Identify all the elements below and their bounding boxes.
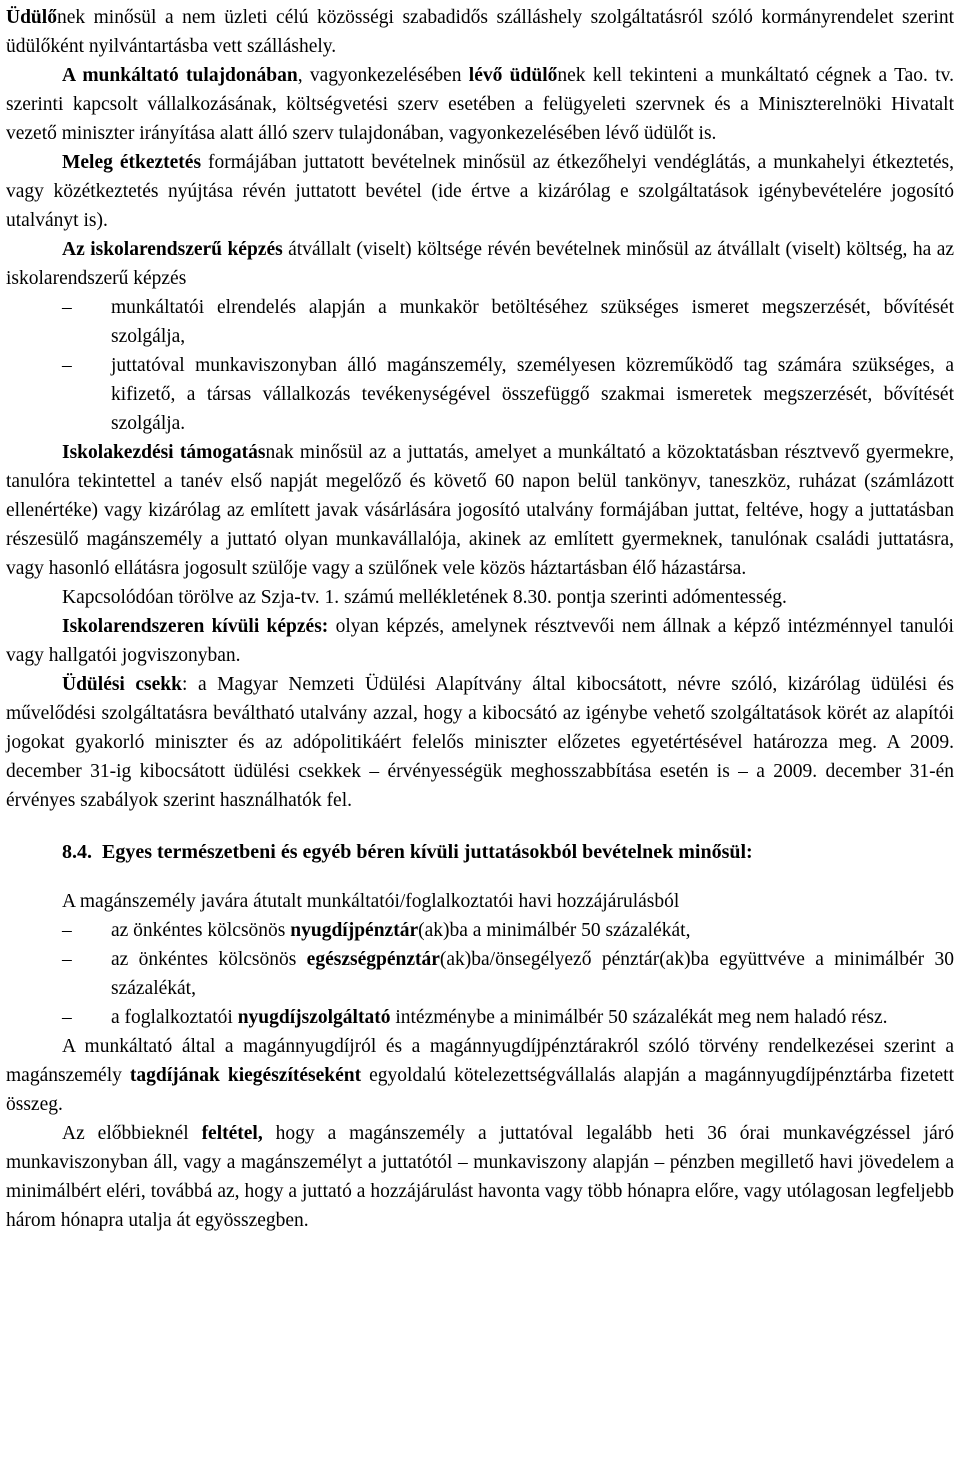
paragraph-udulesi-csekk: Üdülési csekk: a Magyar Nemzeti Üdülési Alapítvány által kibocsátott, névre szóló, kizárólag üdülési és művelődési szolgáltatásra beváltható utalvány azzal, hogy a kibocsátó az igénybe vehető szolgáltatások körét az alapítói jogokat gyakorló miniszter és az adópolitikáért felelős miniszter előzetes egyetértésével határozza meg. A 2009. december 31-ig kibocsátott üdülési csekkek – érvényességük meghosszabbítása esetén is – a 2009. december 31-én érvényes szabályok szerint használhatók fel. [6,674,954,811]
list-item: – juttatóval munkaviszonyban álló magánszemély, személyesen közreműködő tag számára szükséges, a kifizető, a társas vállalkozás tevékenységével összefüggő szakmai ismeretek megszerzését, bővítését szolgálja. [111,351,954,438]
dash-bullet: – [62,1007,72,1028]
section-number: 8.4. [62,841,92,863]
term-iskolarendszeru-kepzes: Az iskolarendszerű képzés [62,239,283,260]
dash-bullet: – [62,949,72,970]
list-item: – az önkéntes kölcsönös nyugdíjpénztár(ak)ba a minimálbér 50 százalékát, [111,916,954,945]
dash-bullet: – [62,297,72,318]
document-page [0,3,960,1463]
paragraph-iskolarendszeru-kepzes: Az iskolarendszerű képzés átvállalt (viselt) költsége révén bevételnek minősül az átvállalt (viselt) költség, ha az iskolarendszerű képzés [6,239,955,289]
term-iskolarendszeren-kivuli-kepzes: Iskolarendszeren kívüli képzés: [62,616,329,637]
paragraph-iskolarendszeren-kivuli: Iskolarendszeren kívüli képzés: olyan képzés, amelynek résztvevői nem állnak a képző intézménnyel tanulói vagy hallgatói jogviszonyban. [6,616,954,666]
paragraph-meleg-etkeztetes: Meleg étkeztetés formájában juttatott bevételnek minősül az étkezőhelyi vendéglátás, a munkahelyi étkeztetés, vagy közétkeztetés nyújtása révén juttatott bevétel (ide értve a kizárólag e szolgáltatások igénybevételére jogosító utalványt is). [6,152,955,231]
paragraph-udulo: Üdülőnek minősül a nem üzleti célú közösségi szabadidős szálláshely szolgáltatásról szóló kormányrendelet szerint üdülőként nyilvántartásba vett szálláshely. [6,7,954,57]
list-item: – a foglalkoztatói nyugdíjszolgáltató intézménybe a minimálbér 50 százalékát meg nem haladó rész. [111,1003,954,1032]
paragraph-feltetel: Az előbbieknél feltétel, hogy a magánszemély a juttatóval legalább heti 36 órai munkavégzéssel járó munkaviszonyban áll, vagy a magánszemélyt a juttatótól – munkaviszony alapján – pénzben megillető havi jövedelem a minimálbért eléri, továbbá az, hogy a juttató a hozzájárulást havonta vagy több hónapra előre, vagy utólagosan legfeljebb három hónapra utalja át egyösszegben. [6,1123,954,1231]
dash-bullet: – [62,920,72,941]
term-levo-udulo: lévő üdülő [468,65,558,86]
term-meleg-etkeztetes: Meleg étkeztetés [62,152,202,173]
paragraph-munkaltato-tulajdonaban: A munkáltató tulajdonában, vagyonkezelésében lévő üdülőnek kell tekinteni a munkáltató cégnek a Tao. tv. szerinti kapcsolt vállalkozásának, költségvetési szerv esetében a felügyeleti szervnek és a Miniszterelnöki Hivatalt vezető miniszter irányítása alatt álló szerv tulajdonában, vagyonkezelésében lévő üdülőt is. [6,65,955,144]
paragraph-iskolakezdesi-tamogatas: Iskolakezdési támogatásnak minősül az a juttatás, amelyet a munkáltató a közoktatásban résztvevő gyermekre, tanulóra tekintettel a tanév első napját megelőző és követő 60 napon belül tankönyv, taneszköz, ruházat (számlázott ellenértéke) vagy kizárólag az említett javak vásárlására jogosító utalvány formájában juttat, feltéve, hogy a juttatásban részesülő magánszemély a juttató olyan munkavállalója, akinek az említett gyermeknek, tanulónak családi juttatásra, vagy hasonló ellátásra jogosult szülője vagy a szülőnek vele közös háztartásban élő házastársa. [6,442,955,579]
term-udulesi-csekk: Üdülési csekk [62,674,182,695]
term-egeszsegpenztar: egészségpénztár [306,949,440,970]
paragraph-havi-hozzajarulas: A magánszemély javára átutalt munkáltatói/foglalkoztatói havi hozzájárulásból [62,891,680,912]
paragraph-tagdij-kiegeszites: A munkáltató által a magánnyugdíjról és a magánnyugdíjpénztárakról szóló törvény rendelkezései szerint a magánszemély tagdíjának kiegészítéseként egyoldalú kötelezettségvállalás alapján a magánnyugdíjpénztárba fizetett összeg. [6,1036,954,1115]
term-munkaltato-tulajdonaban: A munkáltató tulajdonában [62,65,298,86]
list-item: – az önkéntes kölcsönös egészségpénztár(ak)ba/önsegélyező pénztár(ak)ba együttvéve a minimálbér 30 százalékát, [111,945,954,1003]
dash-bullet: – [62,355,72,376]
term-feltetel: feltétel, [201,1123,263,1144]
term-tagdijanak-kiegeszitesekent: tagdíjának kiegészítéseként [129,1065,362,1086]
list-item: – munkáltatói elrendelés alapján a munkakör betöltéséhez szükséges ismeret megszerzését, bővítését szolgálja, [111,293,954,351]
section-heading [62,837,954,867]
paragraph-kapcsolodoan: Kapcsolódóan törölve az Szja-tv. 1. számú mellékletének 8.30. pontja szerinti adómentesség. [62,587,787,608]
term-nyugdijszolgaltato: nyugdíjszolgáltató [237,1007,391,1028]
term-iskolakezdesi-tamogatas: Iskolakezdési támogatás [62,442,266,463]
term-nyugdijpenztar: nyugdíjpénztár [290,920,419,941]
term-udulo: Üdülő [6,7,57,28]
section-title: Egyes természetbeni és egyéb béren kívüli juttatásokból bevételnek minősül: [102,841,753,863]
